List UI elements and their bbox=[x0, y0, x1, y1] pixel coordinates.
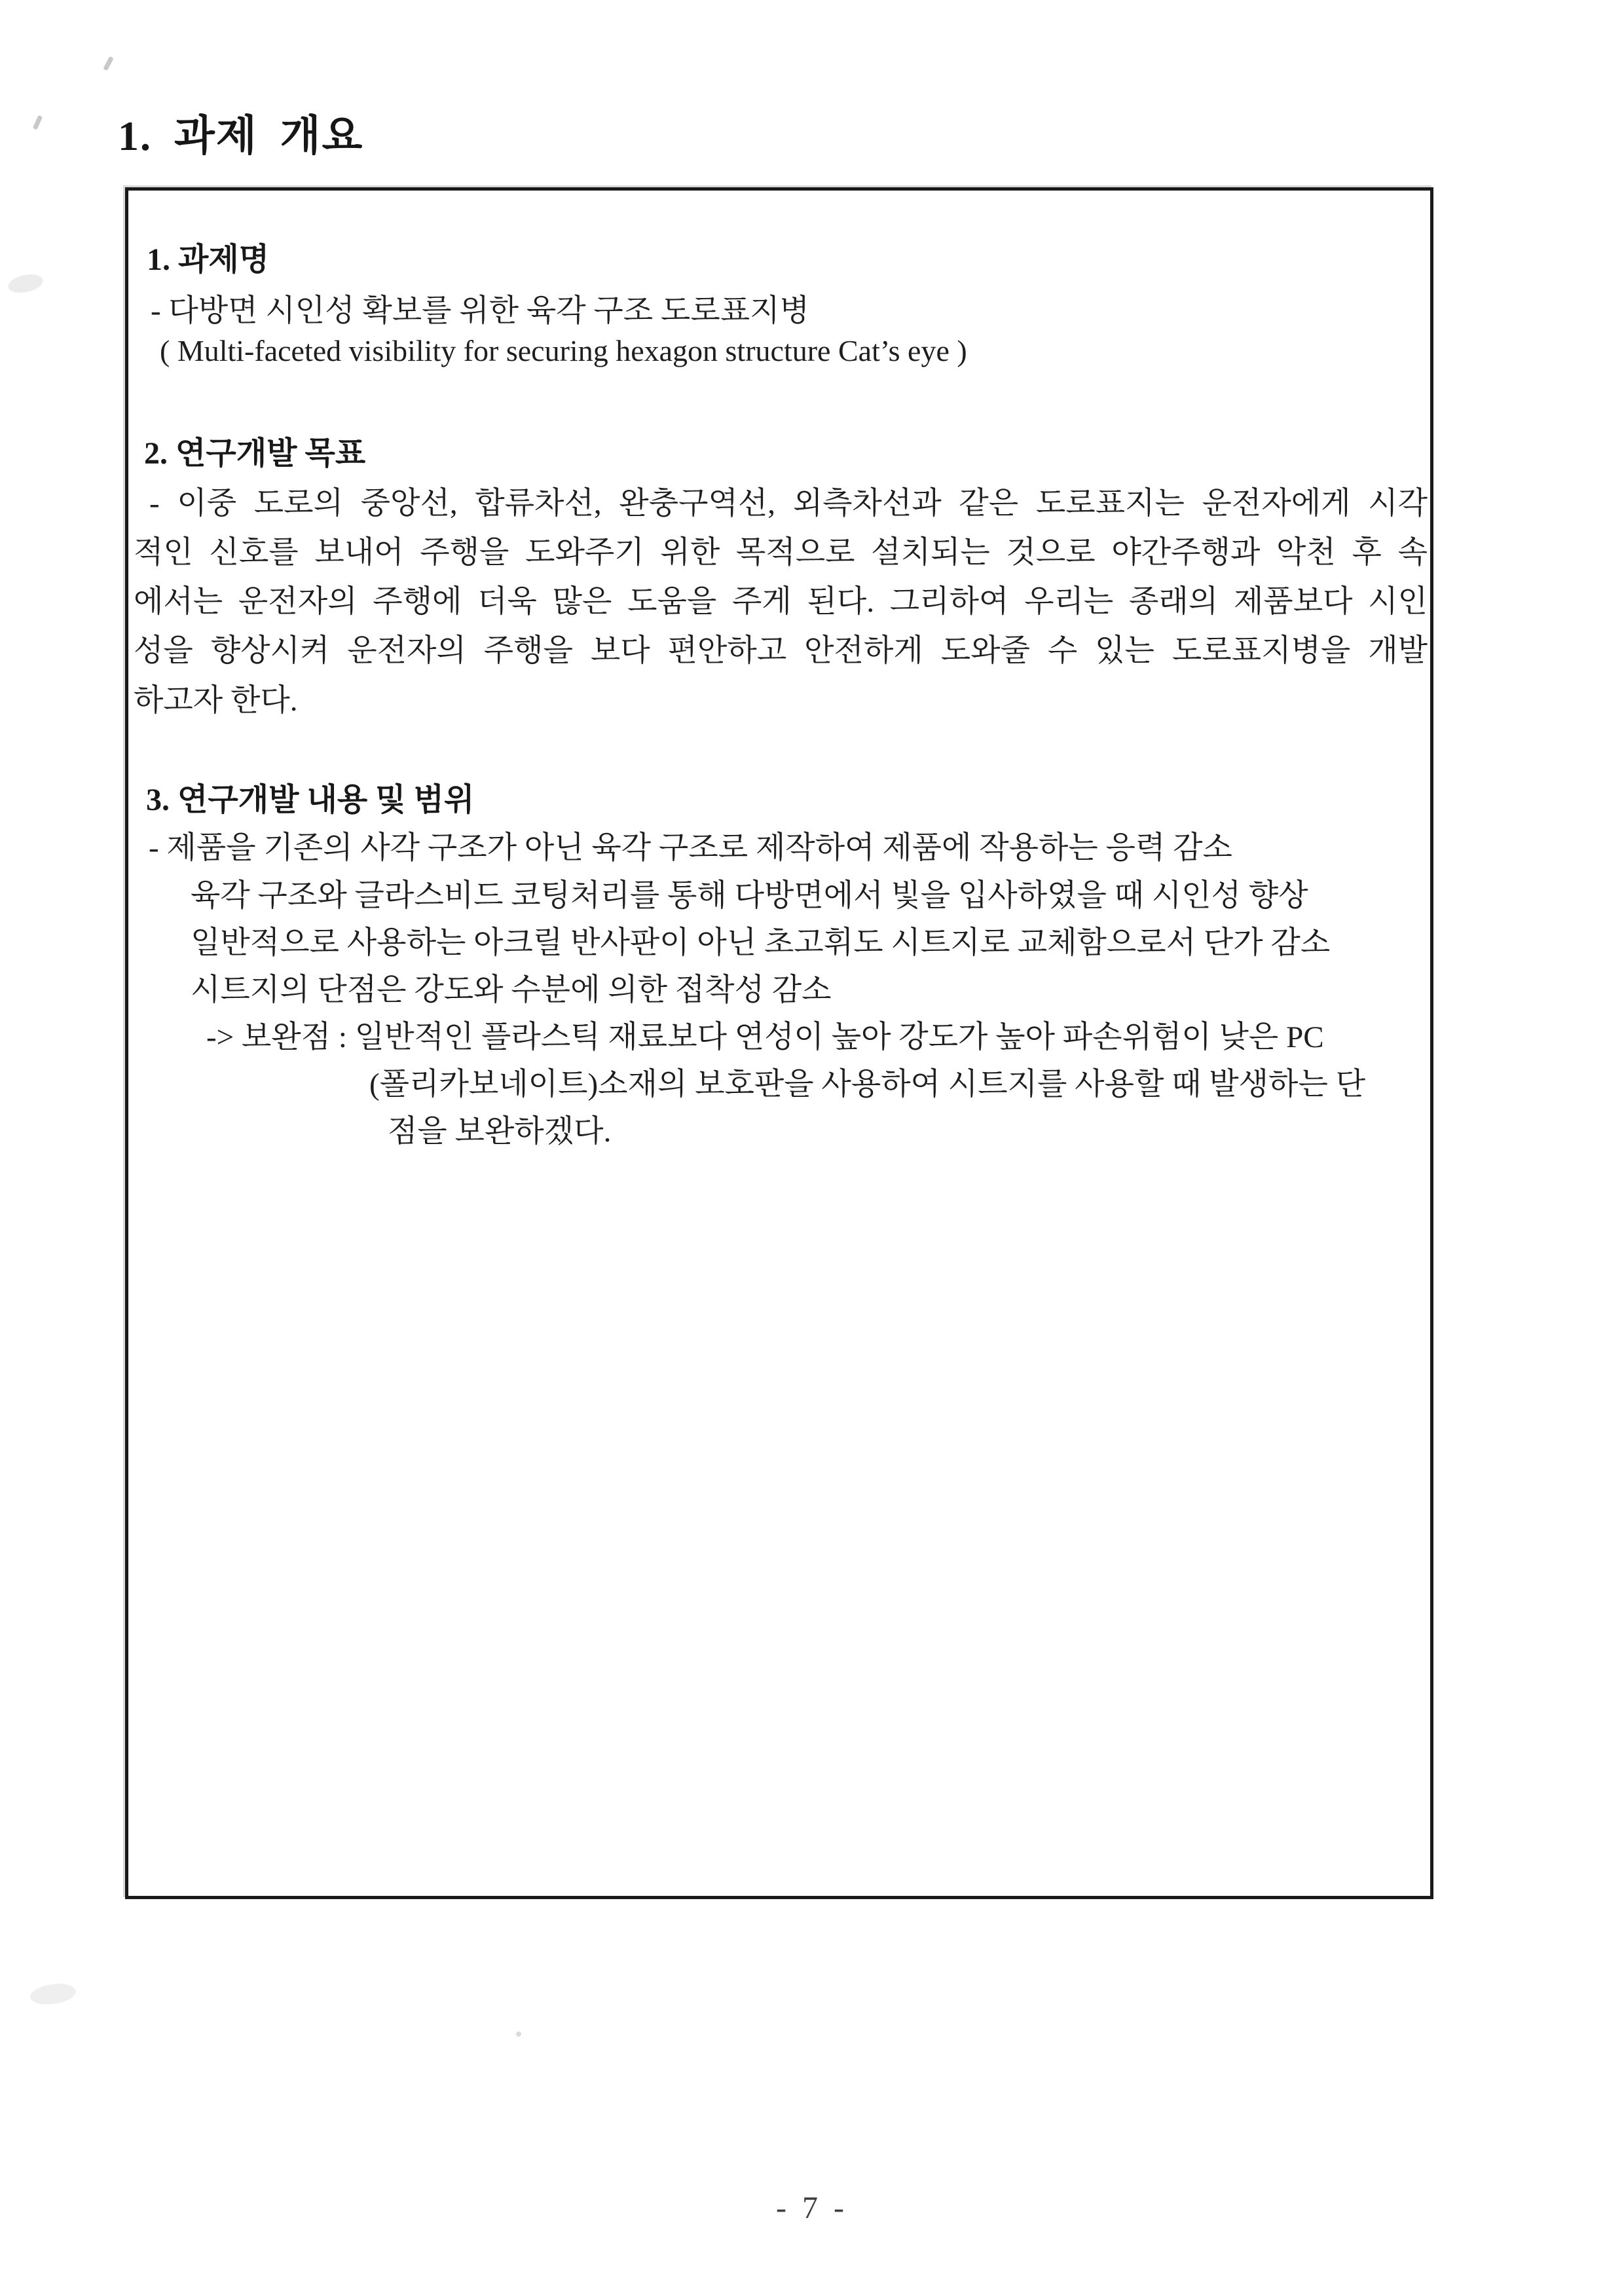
section-2-heading: 2. 연구개발 목표 bbox=[144, 436, 366, 471]
content-box bbox=[125, 187, 1433, 1899]
section-3-item-line: - 제품을 기존의 사각 구조가 아닌 육각 구조로 제작하여 제품에 작용하는 응력 감소 bbox=[149, 831, 1232, 865]
section-3-supplement-line: 점을 보완하겠다. bbox=[388, 1115, 612, 1149]
section-2-paragraph-line: 에서는 운전자의 주행에 더욱 많은 도움을 주게 된다. 그리하여 우리는 종래의 제품보다 시인 bbox=[134, 585, 1428, 619]
page-title: 1. 과제 개요 bbox=[118, 113, 364, 159]
section-1-project-name-korean: - 다방면 시인성 확보를 위한 육각 구조 도로표지병 bbox=[151, 294, 809, 328]
section-2-paragraph-line: 적인 신호를 보내어 주행을 도와주기 위한 목적으로 설치되는 것으로 야간주행과 악천 후 속 bbox=[134, 536, 1428, 570]
section-1-project-name-english: ( Multi-faceted visibility for securing hexagon structure Cat’s eye ) bbox=[160, 334, 967, 367]
scan-artifact bbox=[103, 56, 114, 71]
scan-artifact bbox=[7, 272, 45, 296]
section-3-supplement-line: -> 보완점 : 일반적인 플라스틱 재료보다 연성이 높아 강도가 높아 파손위험이 낮은 PC bbox=[206, 1020, 1324, 1054]
scan-artifact bbox=[516, 2031, 521, 2037]
section-3-heading: 3. 연구개발 내용 및 범위 bbox=[146, 783, 475, 817]
section-3-item-line: 육각 구조와 글라스비드 코팅처리를 통해 다방면에서 빛을 입사하였을 때 시인성 향상 bbox=[191, 879, 1308, 913]
page-number: - 7 - bbox=[776, 2191, 848, 2225]
section-3-item-line: 일반적으로 사용하는 아크릴 반사판이 아닌 초고휘도 시트지로 교체함으로서 단가 감소 bbox=[191, 926, 1331, 960]
scan-artifact bbox=[29, 1981, 77, 2007]
section-3-supplement-line: (폴리카보네이트)소재의 보호판을 사용하여 시트지를 사용할 때 발생하는 단 bbox=[369, 1067, 1366, 1102]
section-1-heading: 1. 과제명 bbox=[147, 242, 270, 277]
section-2-paragraph-line: - 이중 도로의 중앙선, 합류차선, 완충구역선, 외측차선과 같은 도로표지는 운전자에게 시각 bbox=[149, 487, 1428, 521]
section-3-item-line: 시트지의 단점은 강도와 수분에 의한 접착성 감소 bbox=[191, 973, 832, 1007]
section-2-paragraph-line: 하고자 한다. bbox=[134, 684, 298, 718]
section-2-paragraph-line: 성을 향상시켜 운전자의 주행을 보다 편안하고 안전하게 도와줄 수 있는 도로표지병을 개발 bbox=[134, 634, 1428, 668]
scan-artifact bbox=[33, 115, 43, 130]
